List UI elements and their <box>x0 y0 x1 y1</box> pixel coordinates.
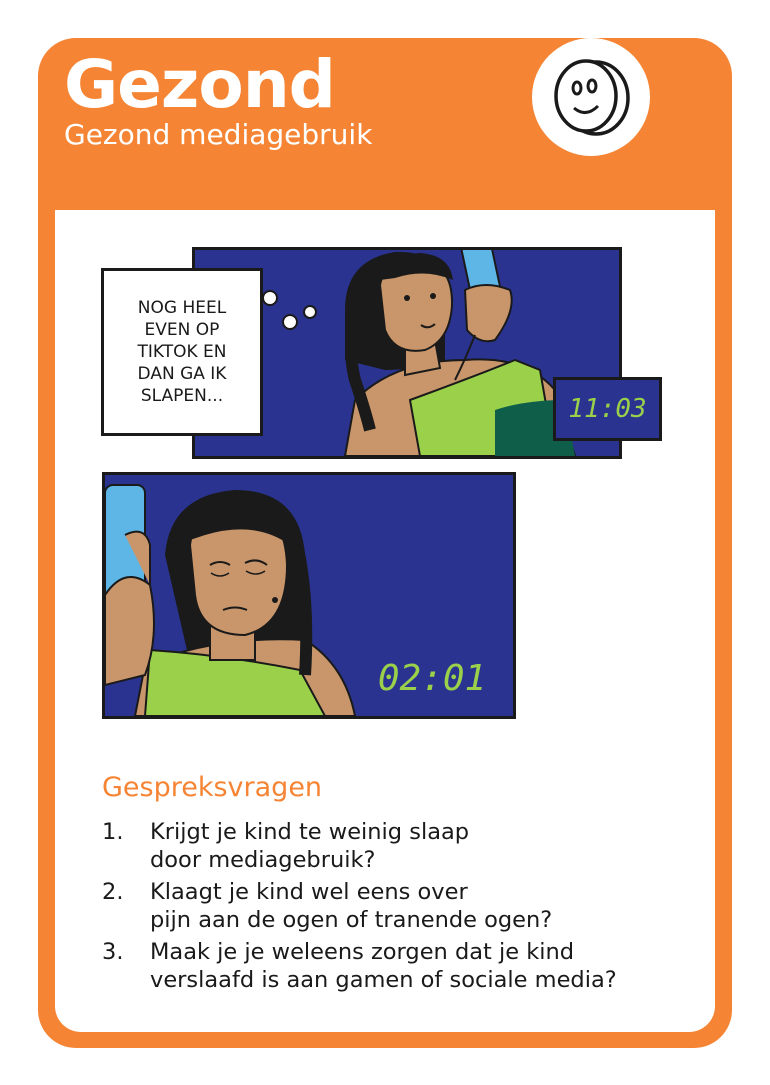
thought-bubble <box>101 268 263 436</box>
question-number: 1. <box>102 819 124 845</box>
question-number: 2. <box>102 879 124 905</box>
comic-panel-2 <box>102 472 516 719</box>
thought-bubble-text: NOG HEEL EVEN OP TIKTOK EN DAN GA IK SLAPEN... <box>137 297 227 407</box>
questions-list <box>102 818 702 998</box>
questions-title: Gespreksvragen <box>102 772 323 803</box>
card-title: Gezond <box>64 46 335 123</box>
question-text: Maak je je weleens zorgen dat je kind verslaafd is aan gamen of sociale media? <box>150 939 617 993</box>
question-item <box>102 938 702 994</box>
question-item <box>102 878 702 934</box>
clock-1103-text: 11:03 <box>568 394 647 424</box>
question-number: 3. <box>102 939 124 965</box>
clock-1103 <box>553 377 662 441</box>
clock-0201 <box>367 653 497 703</box>
smiley-coin-icon <box>532 38 650 156</box>
question-text: Krijgt je kind te weinig slaap door mediagebruik? <box>150 819 470 873</box>
question-text: Klaagt je kind wel eens over pijn aan de ogen of tranende ogen? <box>150 879 553 933</box>
thought-dots <box>260 290 320 330</box>
badge <box>532 38 650 156</box>
clock-0201-text: 02:01 <box>377 657 487 699</box>
card-subtitle: Gezond mediagebruik <box>64 118 373 151</box>
question-item <box>102 818 702 874</box>
